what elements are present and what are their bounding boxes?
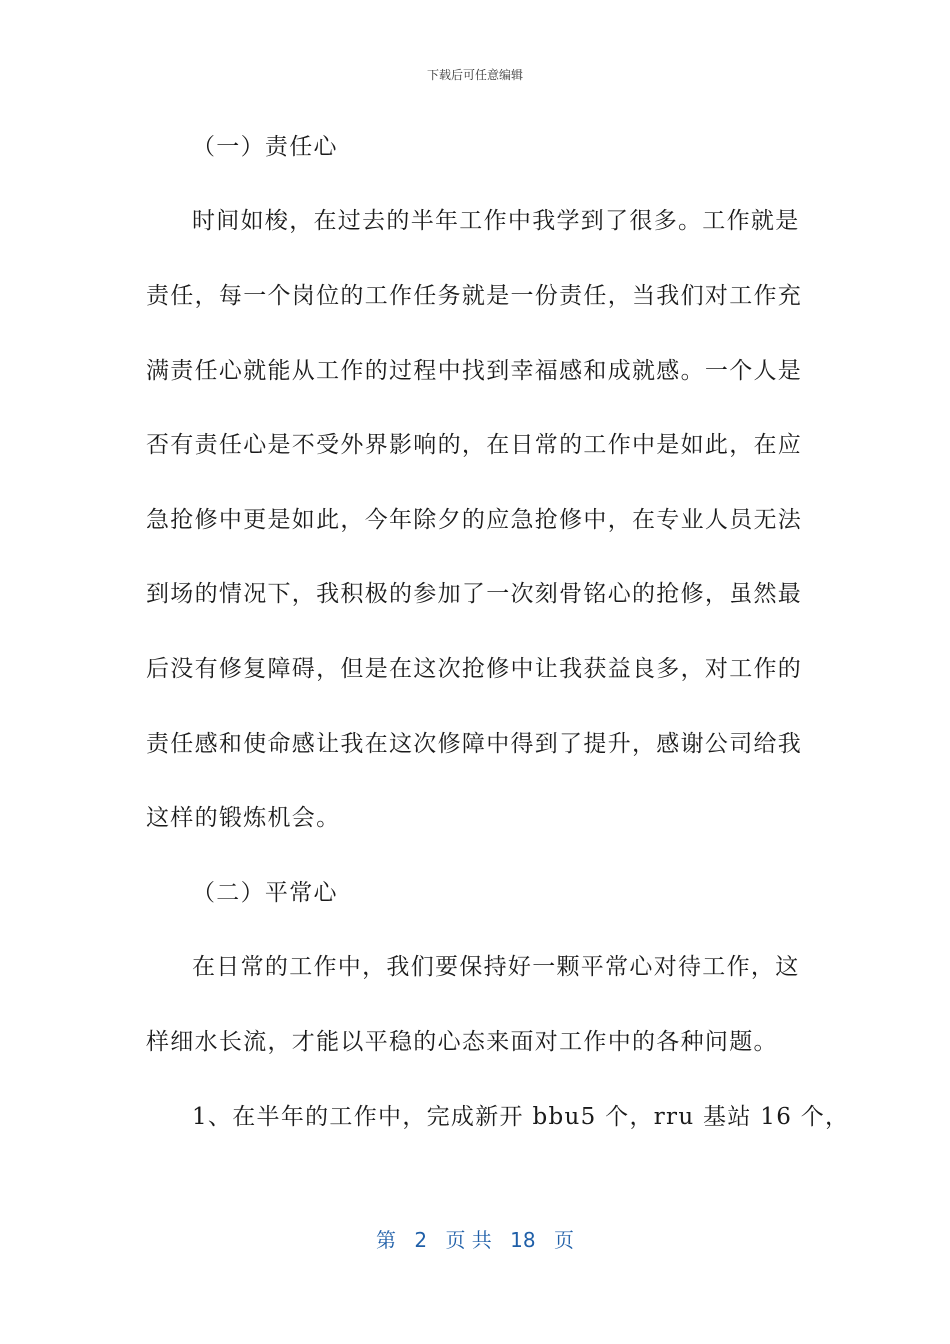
paragraph-line: 满责任心就能从工作的过程中找到幸福感和成就感。一个人是 xyxy=(146,358,803,384)
current-page-number: 2 xyxy=(414,1228,428,1252)
paragraph-line: 时间如梭，在过去的半年工作中我学到了很多。工作就是 xyxy=(192,208,800,234)
paragraph-line: 到场的情况下，我积极的参加了一次刻骨铭心的抢修，虽然最 xyxy=(146,581,803,607)
paragraph-line: 这样的锻炼机会。 xyxy=(146,805,341,831)
paragraph-line: 责任，每一个岗位的工作任务就是一份责任，当我们对工作充 xyxy=(146,283,803,309)
paragraph-line: 在日常的工作中，我们要保持好一颗平常心对待工作，这 xyxy=(192,954,800,980)
page-number-footer xyxy=(0,1224,950,1253)
paragraph-line: 否有责任心是不受外界影响的，在日常的工作中是如此，在应 xyxy=(146,432,803,458)
total-page-count: 18 xyxy=(510,1228,536,1252)
section-heading-responsibility: （一）责任心 xyxy=(192,134,338,160)
paragraph-line: 急抢修中更是如此，今年除夕的应急抢修中，在专业人员无法 xyxy=(146,507,803,533)
section-heading-calm-mind: （二）平常心 xyxy=(192,880,338,906)
page-header-note: 下载后可任意编辑 xyxy=(426,68,523,82)
paragraph-line: 后没有修复障碍，但是在这次抢修中让我获益良多，对工作的 xyxy=(146,656,803,682)
paragraph-line: 责任感和使命感让我在这次修障中得到了提升，感谢公司给我 xyxy=(146,731,803,757)
footer-suffix: 页 xyxy=(553,1228,574,1252)
footer-middle: 页 共 xyxy=(445,1228,492,1252)
footer-prefix: 第 xyxy=(376,1228,396,1252)
list-item-1: 1、在半年的工作中，完成新开 bbu5 个，rru 基站 16 个， xyxy=(192,1104,850,1130)
paragraph-line: 样细水长流，才能以平稳的心态来面对工作中的各种问题。 xyxy=(146,1029,778,1055)
